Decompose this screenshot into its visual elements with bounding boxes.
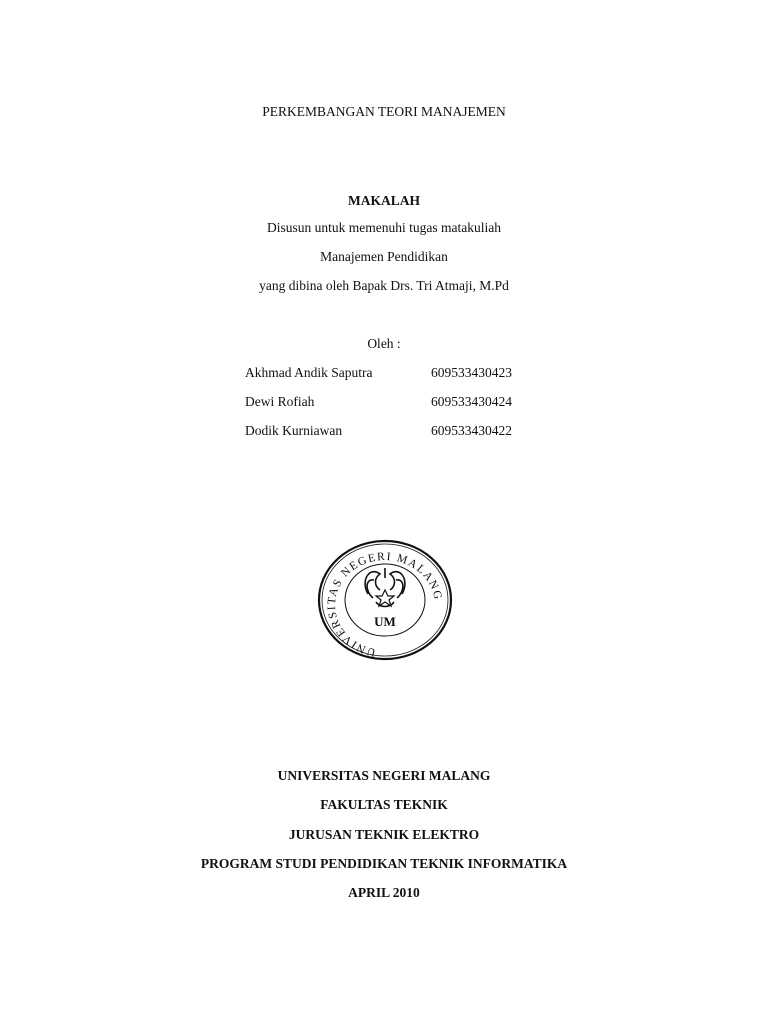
author-name: Dewi Rofiah — [245, 394, 315, 409]
document-type-label: MAKALAH — [348, 193, 420, 208]
author-id: 609533430424 — [431, 394, 512, 409]
program-name: PROGRAM STUDI PENDIDIKAN TEKNIK INFORMATIKA — [200, 856, 568, 871]
document-date: APRIL 2010 — [348, 885, 420, 900]
university-name: UNIVERSITAS NEGERI MALANG — [277, 768, 491, 783]
seal-monogram: UM — [374, 614, 396, 629]
purpose-line: Disusun untuk memenuhi tugas matakuliah — [267, 220, 501, 235]
university-seal-icon — [316, 538, 454, 662]
seal-ring-text: UNIVERSITAS NEGERI MALANG — [325, 550, 444, 659]
author-id: 609533430423 — [431, 365, 512, 380]
author-id: 609533430422 — [431, 423, 512, 438]
supervisor-line: yang dibina oleh Bapak Drs. Tri Atmaji, M.Pd — [259, 278, 509, 293]
author-name: Dodik Kurniawan — [245, 423, 343, 438]
course-name: Manajemen Pendidikan — [320, 249, 448, 264]
seal-emblem-icon — [365, 568, 405, 607]
university-seal — [316, 538, 454, 662]
author-name: Akhmad Andik Saputra — [245, 365, 373, 380]
by-label: Oleh : — [367, 336, 401, 351]
faculty-name: FAKULTAS TEKNIK — [320, 797, 448, 812]
department-name: JURUSAN TEKNIK ELEKTRO — [288, 827, 480, 842]
document-title: PERKEMBANGAN TEORI MANAJEMEN — [262, 104, 506, 119]
